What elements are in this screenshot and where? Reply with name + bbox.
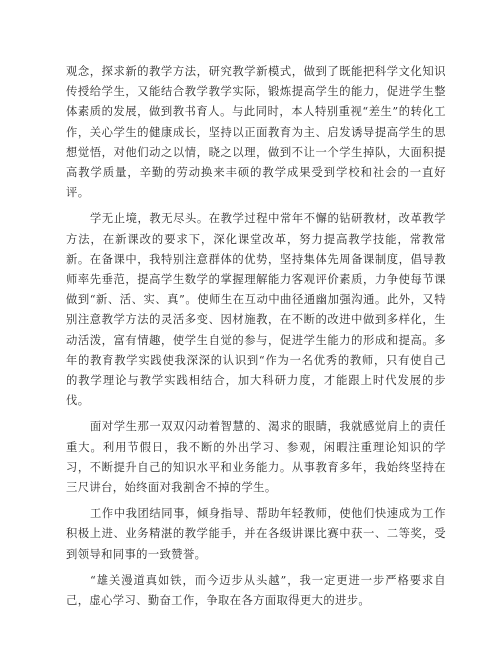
paragraph-teaching-methods: 观念，探求新的教学方法，研究教学新模式，做到了既能把科学文化知识传授给学生，又能结合教学教学实际，锻炼提高学生的能力，促进学生整体素质的发展，做到教书育人。与此同时，本人特别重视“差生”的转化工作，关心学生的健康成长，坚持以正面教育为主、启发诱导提高学生的思想觉悟，对他们动之以情，晓之以理，做到不让一个学生掉队，大面积提高教学质量，辛勤的劳动换来丰硕的教学成果受到学校和社会的一直好评。	[66, 65, 446, 200]
paragraph-endless-learning: 学无止境，教无尽头。在教学过程中常年不懈的钻研教材，改革教学方法，在新课改的要求下，深化课堂改革，努力提高教学技能，常教常新。在备课中，我特别注意群体的优势，坚持集体先周备课制度，倡导教师率先垂范，提高学生数学的掌握理解能力客观评价素质，力争使每节课做到“新、活、实、真”。使师生在互动中曲径通幽加强沟通。此外，又特别注意教学方法的灵活多变、因材施教，在不断的改进中做到多样化，生动活泼，富有情趣，使学生自觉的参与，促进学生能力的形成和提高。多年的教育教学实践使我深深的认识到“作为一名优秀的教师，只有使自己的教学理论与教学实践相结合，加大科研力度，才能跟上时代发展的步伐。	[66, 212, 446, 408]
document-body	[66, 62, 446, 611]
paragraph-closing: “雄关漫道真如铁，而今迈步从头越”，我一定更进一步严格要求自己，虚心学习、勤奋工作，争取在各方面取得更大的进步。	[66, 573, 446, 608]
paragraph-teamwork: 工作中我团结同事，倾身指导、帮助年轻教师，使他们快速成为工作积极上进、业务精湛的教学能手，并在各级讲课比赛中获一、二等奖，受到领导和同事的一致赞誉。	[66, 507, 446, 561]
paragraph-responsibility: 面对学生那一双双闪动着智慧的、渴求的眼睛，我就感觉肩上的责任重大。利用节假日，我不断的外出学习、参观，闲暇注重理论知识的学习，不断提升自己的知识水平和业务能力。从事教育多年，我始终坚持在三尺讲台，始终面对我割舍不掉的学生。	[66, 420, 446, 495]
